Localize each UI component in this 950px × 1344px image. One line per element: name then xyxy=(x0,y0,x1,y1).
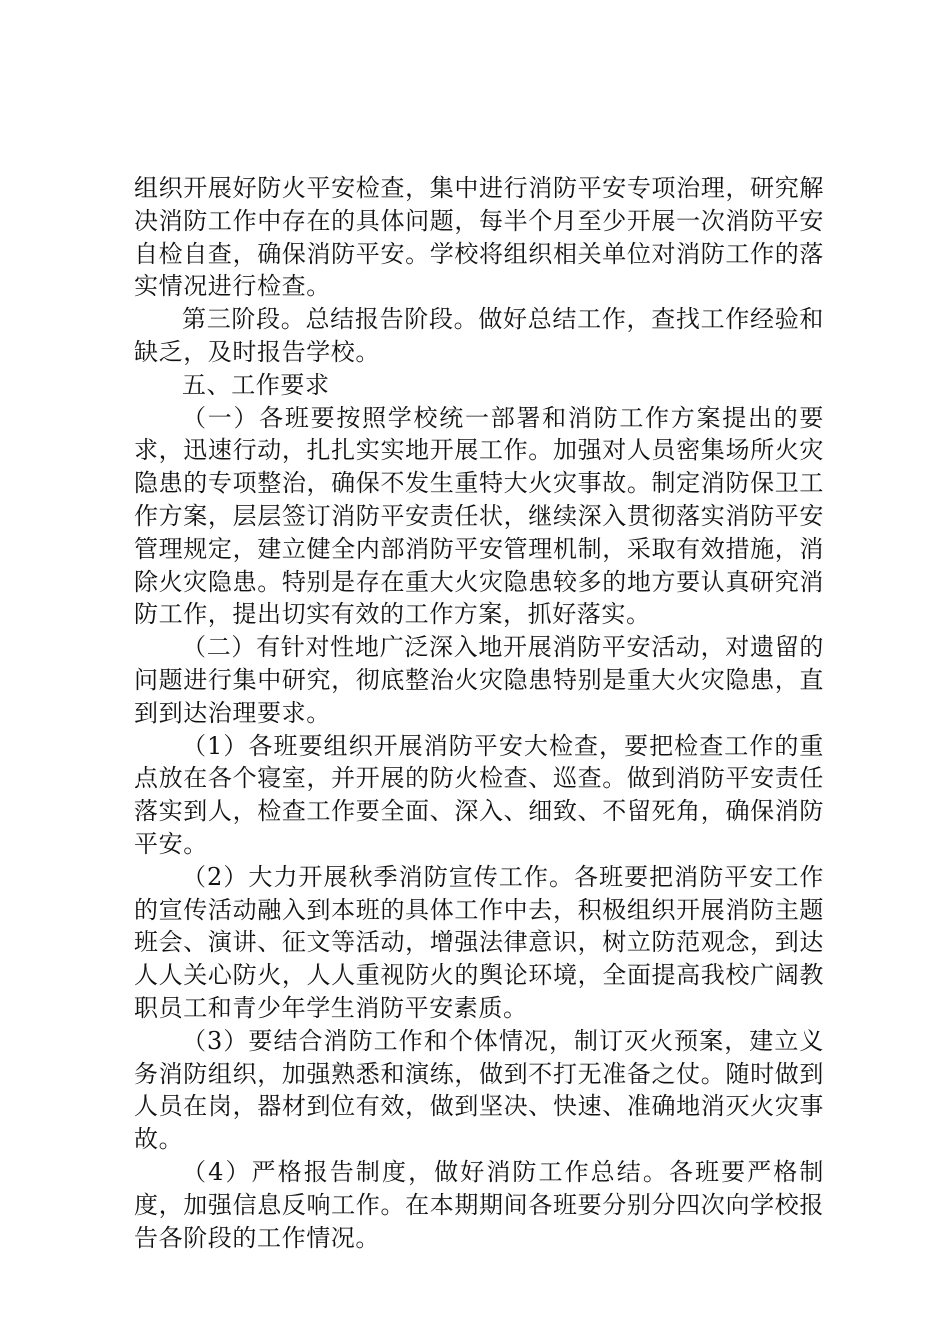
paragraph-item-2: （2）大力开展秋季消防宣传工作。各班要把消防平安工作的宣传活动融入到本班的具体工作中去，积极组织开展消防主题班会、演讲、征文等活动，增强法律意识，树立防范观念，到达人人关心防火，人人重视防火的舆论环境，全面提高我校广阔教职员工和青少年学生消防平安素质。 xyxy=(134,862,824,1022)
paragraph-item-3: （3）要结合消防工作和个体情况，制订灭火预案，建立义务消防组织，加强熟悉和演练，做到不打无准备之仗。随时做到人员在岗，器材到位有效，做到坚决、快速、准确地消灭火灾事故。 xyxy=(134,1026,824,1154)
paragraph-item-4: （4）严格报告制度，做好消防工作总结。各班要严格制度，加强信息反响工作。在本期期间各班要分别分四次向学校报告各阶段的工作情况。 xyxy=(134,1157,824,1252)
paragraph-item-1: （1）各班要组织开展消防平安大检查，要把检查工作的重点放在各个寝室，并开展的防火检查、巡查。做到消防平安责任落实到人，检查工作要全面、深入、细致、不留死角，确保消防平安。 xyxy=(134,731,824,858)
paragraph-inspection-continued: 组织开展好防火平安检查，集中进行消防平安专项治理，研究解决消防工作中存在的具体问题，每半个月至少开展一次消防平安自检自查，确保消防平安。学校将组织相关单位对消防工作的落实情况进行检查。 xyxy=(134,174,824,301)
paragraph-stage-three: 第三阶段。总结报告阶段。做好总结工作，查找工作经验和缺乏，及时报告学校。 xyxy=(134,305,824,366)
paragraph-requirement-one: （一）各班要按照学校统一部署和消防工作方案提出的要求，迅速行动，扎扎实实地开展工作。加强对人员密集场所火灾隐患的专项整治，确保不发生重特大火灾事故。制定消防保卫工作方案，层层签订消防平安责任状，继续深入贯彻落实消防平安管理规定，建立健全内部消防平安管理机制，采取有效措施，消除火灾隐患。特别是存在重大火灾隐患较多的地方要认真研究消防工作，提出切实有效的工作方案，抓好落实。 xyxy=(134,403,824,629)
paragraph-requirement-two: （二）有针对性地广泛深入地开展消防平安活动，对遗留的问题进行集中研究，彻底整治火灾隐患特别是重大火灾隐患，直到到达治理要求。 xyxy=(134,633,824,727)
document-body xyxy=(134,172,824,1254)
section-heading-work-requirements: 五、工作要求 xyxy=(182,370,330,399)
